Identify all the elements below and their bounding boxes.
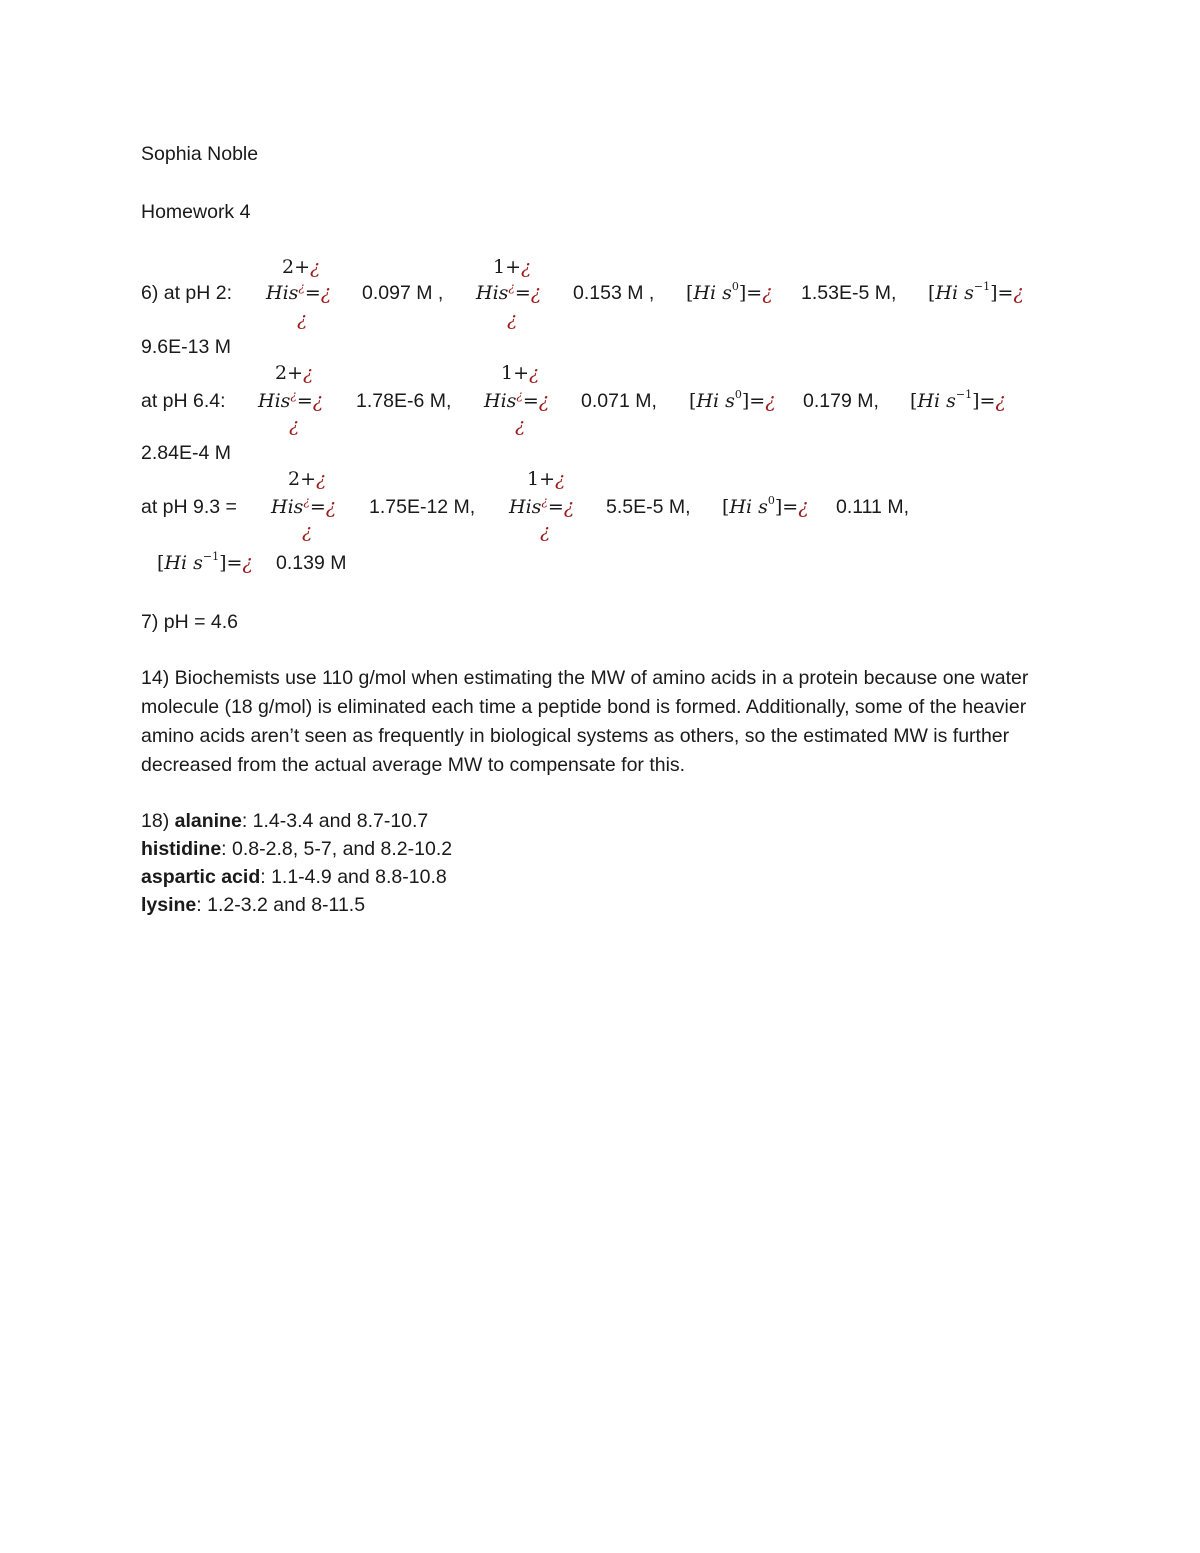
his1-error-ph93: ¿ [540,520,551,542]
q18-item-alanine: 18) alanine: 1.4-3.4 and 8.7-10.7 [141,810,429,832]
his0-equation-ph64: [Hi $s^0]=¿$ [689,388,776,412]
q18-item-lysine: lysine: 1.2-3.2 and 8-11.5 [141,894,366,916]
his1-value-ph64: 0.071 M, [581,390,657,412]
his1-error-ph64: ¿ [515,414,526,436]
his1-equation-ph64: His¿=¿ [484,388,550,412]
hism1-equation-ph93: [Hi $s^{-1}]=¿$ [157,550,253,574]
his2-error-ph93: ¿ [302,520,313,542]
his1-charge-ph2: 1+¿ [493,256,532,278]
student-name: Sophia Noble [141,143,259,165]
his1-equation-ph2: His¿=¿ [476,280,542,304]
assignment-title: Homework 4 [141,201,251,223]
his0-equation-ph2: [Hi $s^0]=¿$ [686,280,773,304]
hism1-value-ph64: 2.84E-4 M [141,442,231,464]
his2-error-ph64: ¿ [289,414,300,436]
his2-equation-ph93: His¿=¿ [271,494,337,518]
his1-charge-ph93: 1+¿ [527,468,566,490]
hism1-value-ph2: 9.6E-13 M [141,336,231,358]
his2-value-ph2: 0.097 M , [362,282,444,304]
his1-equation-ph93: His¿=¿ [509,494,575,518]
hism1-value-ph93: 0.139 M [276,552,347,574]
hism1-equation-ph64: [Hi $s^{-1}]=¿$ [910,388,1006,412]
hism1-equation-ph2: [Hi $s^{-1}]=¿$ [928,280,1024,304]
his2-charge-ph2: 2+¿ [282,256,321,278]
his2-charge-ph93: 2+¿ [288,468,327,490]
q18-item-histidine: histidine: 0.8-2.8, 5-7, and 8.2-10.2 [141,838,453,860]
q6-ph2-label: 6) at pH 2: [141,282,233,304]
his1-value-ph2: 0.153 M , [573,282,655,304]
his0-value-ph2: 1.53E-5 M, [801,282,897,304]
his2-equation-ph2: His¿=¿ [266,280,332,304]
his1-value-ph93: 5.5E-5 M, [606,496,691,518]
q18-item-aspartic-acid: aspartic acid: 1.1-4.9 and 8.8-10.8 [141,866,447,888]
his2-equation-ph64: His¿=¿ [258,388,324,412]
q6-ph64-label: at pH 6.4: [141,390,226,412]
q7-answer: 7) pH = 4.6 [141,611,239,633]
his0-value-ph64: 0.179 M, [803,390,879,412]
his0-equation-ph93: [Hi $s^0]=¿$ [722,494,809,518]
his2-charge-ph64: 2+¿ [275,362,314,384]
q14-answer: 14) Biochemists use 110 g/mol when estimating the MW of amino acids in a protein because one water molecule (18 g/mol) is eliminated each time a peptide bond is formed. Additionally, some of the heavier amino acids aren’t seen as frequently in biological systems as others, so the estimated MW is further decreased from the actual average MW to compensate for this. [141,667,1029,776]
his1-error-ph2: ¿ [507,308,518,330]
his1-charge-ph64: 1+¿ [501,362,540,384]
his2-error-ph2: ¿ [297,308,308,330]
q6-ph93-label: at pH 9.3 = [141,496,237,518]
his2-value-ph93: 1.75E-12 M, [369,496,476,518]
his2-value-ph64: 1.78E-6 M, [356,390,452,412]
his0-value-ph93: 0.111 M, [836,496,909,518]
